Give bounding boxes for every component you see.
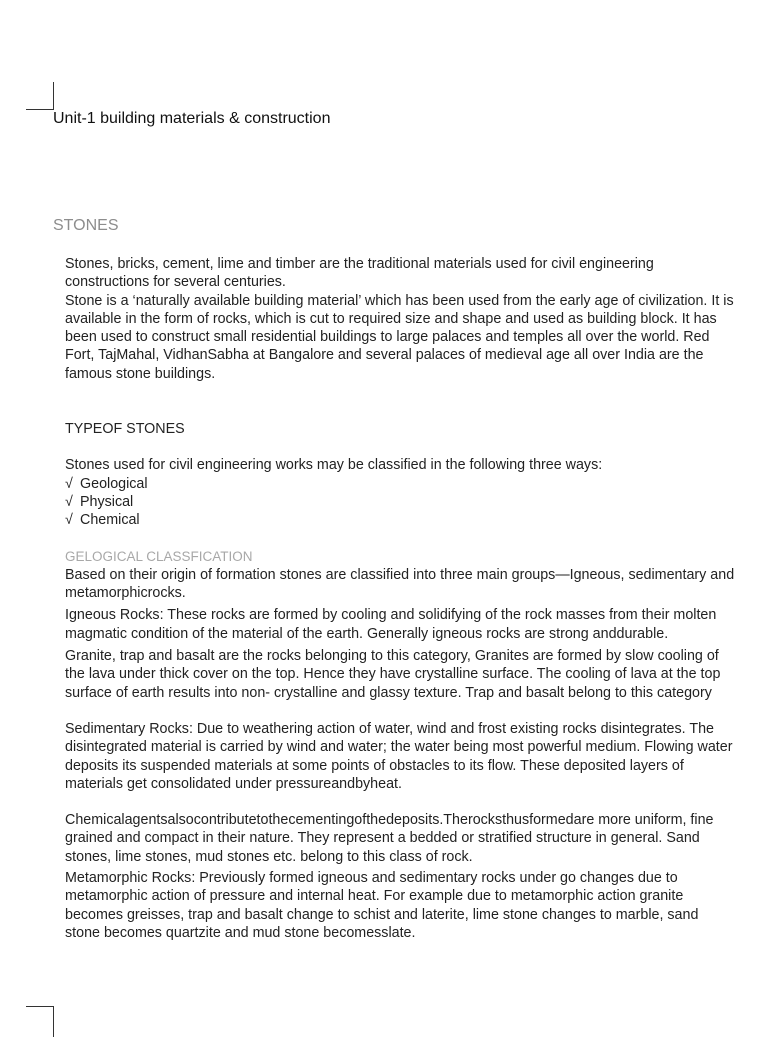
list-item	[65, 511, 735, 529]
igneous-rocks-paragraph: Igneous Rocks: These rocks are formed by cooling and solidifying of the rock masses from their molten magmatic condition of the material of the earth. Generally igneous rocks are strong anddurable.	[65, 607, 717, 642]
chemical-agents-paragraph: Chemicalagentsalsocontributetothecementingofthedeposits.Therocksthusformedare more uniform, fine grained and compact in their nature. They represent a bedded or stratified structure in general. Sand stones, lime stones, mud stones etc. belong to this class of rock.	[65, 812, 714, 865]
list-item-label: Chemical	[80, 512, 140, 529]
check-icon: √	[65, 493, 73, 510]
list-item	[65, 475, 735, 493]
sedimentary-rocks-paragraph: Sedimentary Rocks: Due to weathering action of water, wind and frost existing rocks disintegrates. The disintegrated material is carried by wind and water; the water being most powerful medium. Flowing water deposits its suspended materials at some points of obstacles to its flow. These deposited layers of materials get consolidated under pressureandbyheat.	[65, 720, 733, 792]
crop-mark-top	[26, 82, 54, 110]
intro-paragraph-1: Stones, bricks, cement, lime and timber are the traditional materials used for civil engineering constructions for several centuries.	[65, 256, 654, 291]
geological-classification-heading: GELOGICAL CLASSFICATION	[65, 548, 253, 564]
classification-list	[65, 475, 735, 530]
document-body	[65, 255, 735, 942]
list-item-label: Geological	[80, 475, 148, 492]
types-heading: TYPEOF STONES	[65, 421, 185, 438]
metamorphic-rocks-paragraph: Metamorphic Rocks: Previously formed igneous and sedimentary rocks under go changes due to metamorphic action of pressure and internal heat. For example due to metamorphic action granite becomes greisses, trap and basalt change to schist and laterite, lime stone changes to marble, sand stone becomes quartzite and mud stone becomesslate.	[65, 870, 699, 941]
intro-paragraph-2: Stone is a ‘naturally available building material’ which has been used from the early age of civilization. It is available in the form of rocks, which is cut to required size and shape and used as building block. It has been used to construct small residential buildings to large palaces and temples all over the world. Red Fort, TajMahal, VidhanSabha at Bangalore and several palaces of medieval age all over India are the famous stone buildings.	[65, 292, 734, 382]
check-icon: √	[65, 475, 73, 492]
list-item	[65, 493, 735, 511]
list-item-label: Physical	[80, 493, 134, 510]
crop-mark-bottom	[26, 1006, 54, 1037]
check-icon: √	[65, 512, 73, 529]
section-heading-stones: STONES	[53, 217, 119, 234]
geological-intro-paragraph: Based on their origin of formation stones are classified into three main groups—Igneous, sedimentary and metamorphicrocks.	[65, 566, 735, 602]
document-title: Unit-1 building materials & construction	[53, 110, 331, 127]
granite-paragraph: Granite, trap and basalt are the rocks belonging to this category, Granites are formed by slow cooling of the lava under thick cover on the top. Hence they have crystalline surface. The cooling of lava at the top surface of earth results into non- crystalline and glassy texture. Trap and basalt belong to this category	[65, 648, 721, 701]
classification-intro: Stones used for civil engineering works may be classified in the following three ways:	[65, 457, 603, 474]
